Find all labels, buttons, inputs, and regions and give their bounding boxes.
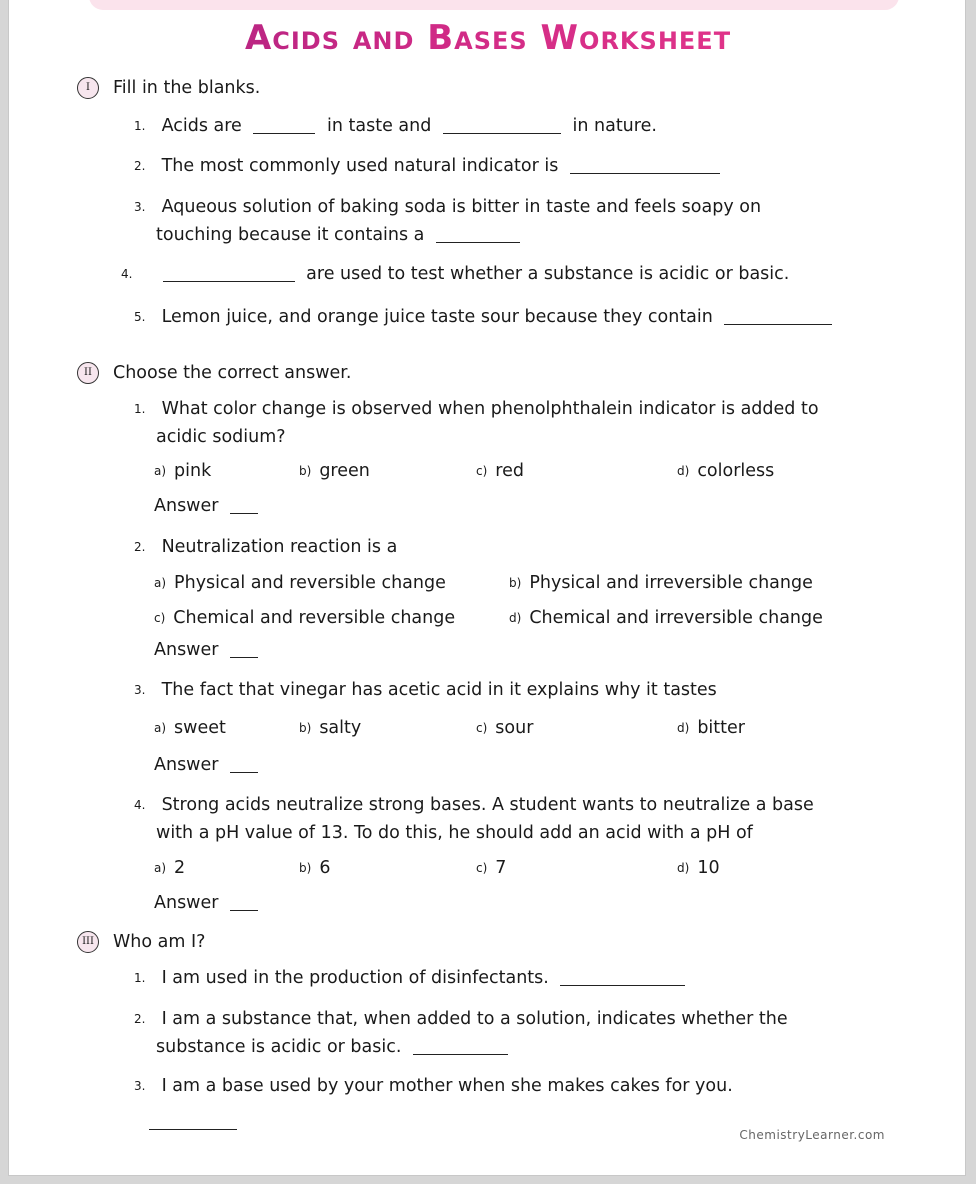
- section-1-heading: I Fill in the blanks.: [77, 76, 260, 100]
- mcq-2-option-b[interactable]: b) Physical and irreversible change: [509, 573, 813, 593]
- worksheet-page: [8, 0, 966, 1176]
- mcq-4-option-d[interactable]: d) 10: [677, 858, 720, 878]
- mcq-4-question: 4. Strong acids neutralize strong bases. A student wants to neutralize a base: [134, 795, 814, 815]
- mcq-2-option-a[interactable]: a) Physical and reversible change: [154, 573, 446, 593]
- answer-blank[interactable]: [163, 264, 295, 282]
- mcq-2-option-c[interactable]: c) Chemical and reversible change: [154, 608, 456, 628]
- mcq-3-option-d[interactable]: d) bitter: [677, 718, 745, 738]
- mcq-1-option-c[interactable]: c) red: [476, 461, 524, 481]
- mcq-3-option-b[interactable]: b) salty: [299, 718, 362, 738]
- answer-blank[interactable]: [724, 307, 832, 325]
- top-banner: [89, 0, 899, 10]
- mcq-2-question: 2. Neutralization reaction is a: [134, 537, 398, 557]
- who-am-i-item-3: 3. I am a base used by your mother when she makes cakes for you.: [134, 1076, 733, 1096]
- mcq-1-question: 1. What color change is observed when phenolphthalein indicator is added to: [134, 399, 819, 419]
- mcq-2-answer: Answer: [154, 638, 264, 662]
- answer-blank[interactable]: [230, 893, 258, 911]
- mcq-4-option-c[interactable]: c) 7: [476, 858, 507, 878]
- answer-blank[interactable]: [230, 640, 258, 658]
- section-2-heading: II Choose the correct answer.: [77, 361, 351, 385]
- mcq-4-question-cont: with a pH value of 13. To do this, he should add an acid with a pH of: [156, 823, 753, 843]
- roman-numeral-badge: III: [77, 931, 99, 953]
- mcq-4-option-a[interactable]: a) 2: [154, 858, 186, 878]
- roman-numeral-badge: II: [77, 362, 99, 384]
- mcq-3-question: 3. The fact that vinegar has acetic acid in it explains why it tastes: [134, 680, 717, 700]
- page-title: Acids and Bases Worksheet: [9, 18, 967, 58]
- fill-blank-item-2: 2. The most commonly used natural indicator is: [134, 154, 726, 178]
- mcq-4-answer: Answer: [154, 891, 264, 915]
- fill-blank-item-1: 1. Acids are in taste and in nature.: [134, 116, 657, 136]
- who-am-i-item-2-cont: substance is acidic or basic.: [156, 1035, 514, 1059]
- section-3-heading: III Who am I?: [77, 930, 205, 954]
- answer-blank[interactable]: [560, 968, 685, 986]
- mcq-1-option-a[interactable]: a) pink: [154, 461, 212, 481]
- mcq-4-option-b[interactable]: b) 6: [299, 858, 331, 878]
- fill-blank-item-3: 3. Aqueous solution of baking soda is bitter in taste and feels soapy on: [134, 197, 762, 217]
- mcq-3-option-a[interactable]: a) sweet: [154, 718, 226, 738]
- answer-blank[interactable]: [413, 1037, 508, 1055]
- site-credit: ChemistryLearner.com: [739, 1128, 885, 1142]
- mcq-2-option-d[interactable]: d) Chemical and irreversible change: [509, 608, 823, 628]
- answer-blank[interactable]: [230, 496, 258, 514]
- answer-blank[interactable]: [570, 156, 720, 174]
- fill-blank-item-4: 4. are used to test whether a substance is acidic or basic.: [121, 264, 790, 284]
- answer-blank[interactable]: [436, 225, 520, 243]
- mcq-3-answer: Answer: [154, 753, 264, 777]
- answer-blank[interactable]: [253, 116, 315, 134]
- who-am-i-item-1: 1. I am used in the production of disinfectants.: [134, 966, 691, 990]
- fill-blank-item-3-cont: touching because it contains a: [156, 223, 526, 247]
- fill-blank-item-5: 5. Lemon juice, and orange juice taste sour because they contain: [134, 305, 838, 329]
- mcq-1-option-d[interactable]: d) colorless: [677, 461, 775, 481]
- answer-blank[interactable]: [443, 116, 561, 134]
- mcq-1-option-b[interactable]: b) green: [299, 461, 370, 481]
- roman-numeral-badge: I: [77, 77, 99, 99]
- answer-blank[interactable]: [230, 755, 258, 773]
- who-am-i-item-2: 2. I am a substance that, when added to a solution, indicates whether the: [134, 1009, 788, 1029]
- answer-blank[interactable]: [149, 1112, 237, 1130]
- mcq-1-question-cont: acidic sodium?: [156, 427, 286, 447]
- mcq-3-option-c[interactable]: c) sour: [476, 718, 534, 738]
- mcq-1-answer: Answer: [154, 494, 264, 518]
